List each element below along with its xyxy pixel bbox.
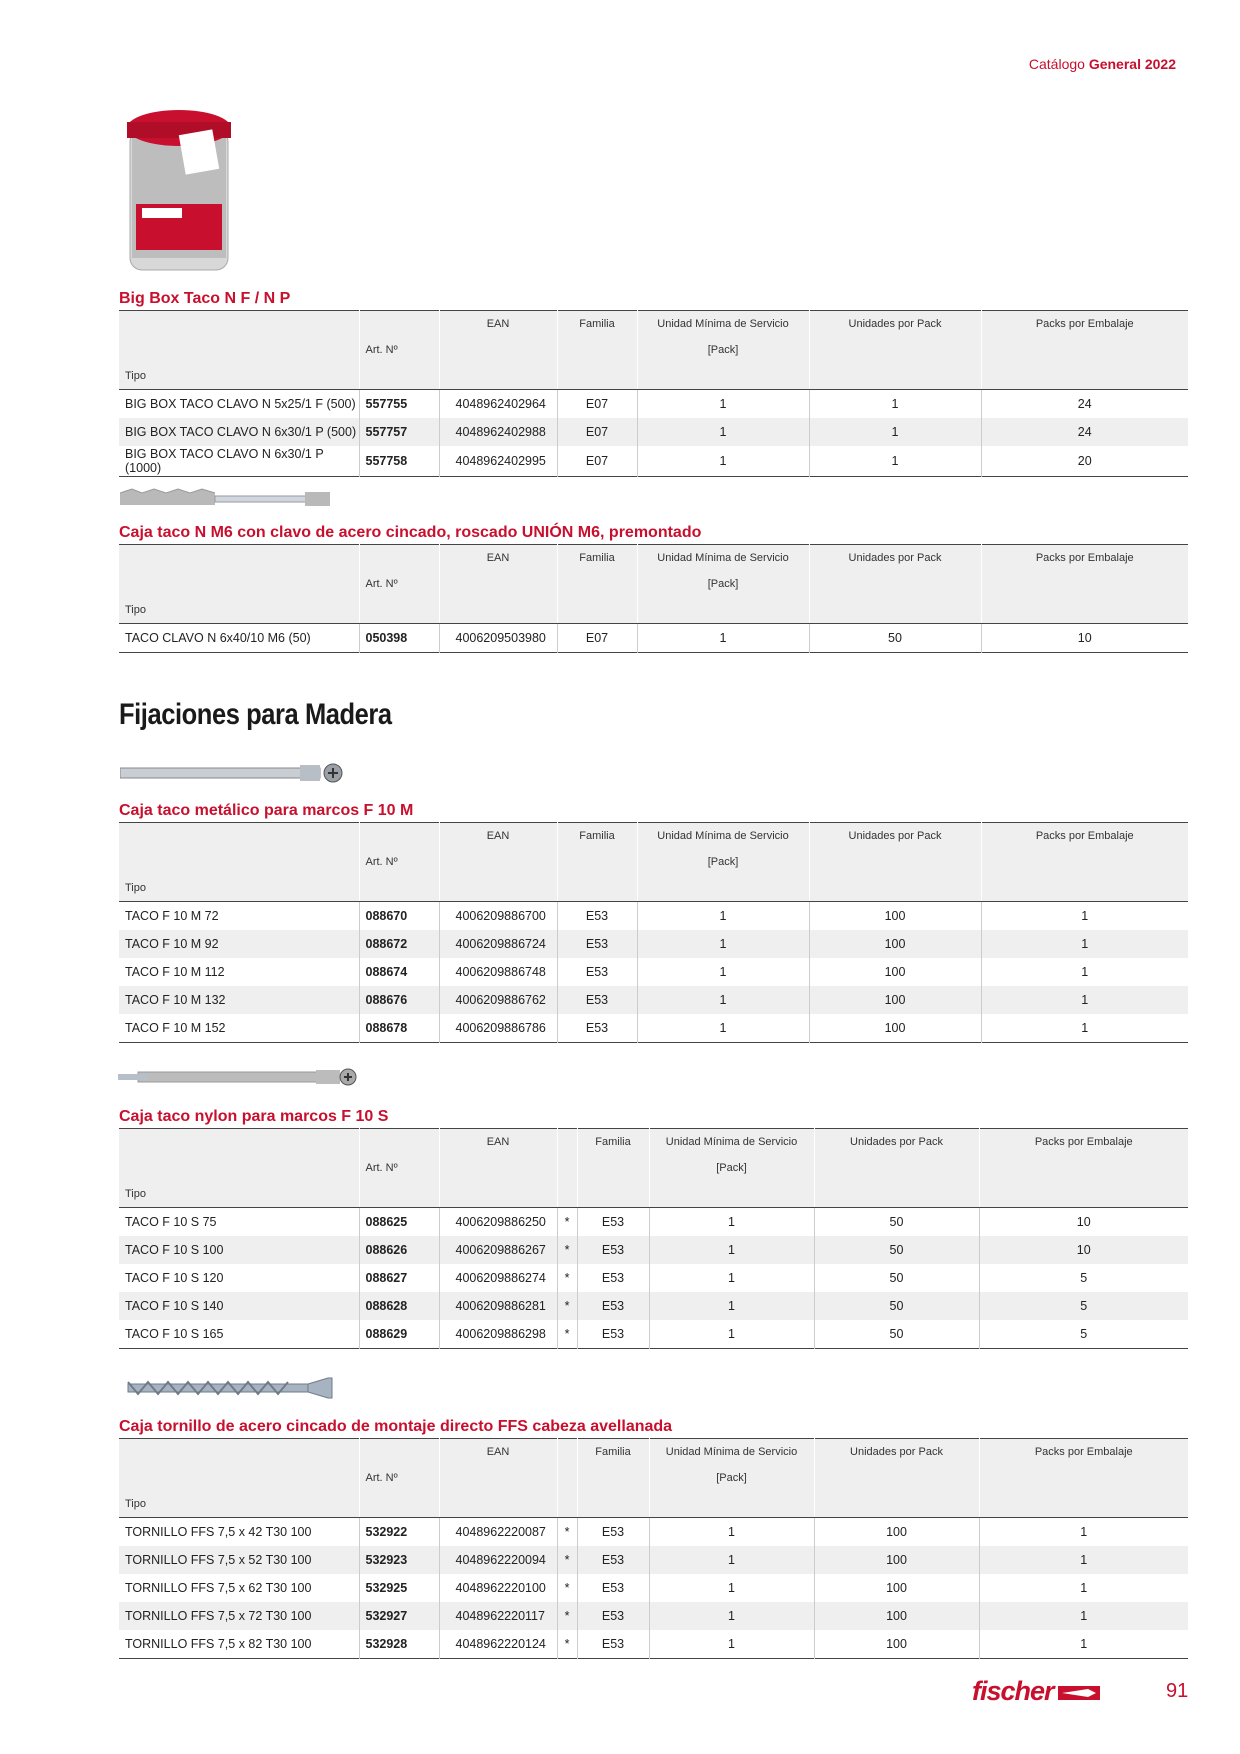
cell-art: 532927	[359, 1602, 439, 1630]
cell-ppe: 1	[979, 1546, 1188, 1574]
table-row	[119, 1630, 1188, 1659]
cell-upp: 50	[809, 624, 981, 653]
col-art: Art. Nº	[359, 337, 439, 363]
cell-unidad: 1	[637, 930, 809, 958]
cell-ean: 4006209886250	[439, 1208, 557, 1237]
cell-tipo: TORNILLO FFS 7,5 x 82 T30 100	[125, 1637, 312, 1651]
cell-art: 532925	[359, 1574, 439, 1602]
col-tipo: Tipo	[119, 1181, 359, 1208]
cell-ppe: 10	[981, 624, 1188, 653]
col-ppe: Packs por Embalaje	[979, 1129, 1188, 1156]
product-table	[119, 822, 1188, 1043]
cell-upp: 100	[814, 1630, 979, 1659]
cell-tipo: TACO F 10 M 132	[119, 986, 359, 1014]
cell-ppe: 24	[981, 390, 1188, 419]
cell-tipo: TORNILLO FFS 7,5 x 62 T30 100	[125, 1581, 312, 1595]
cell-tipo: TACO F 10 S 165	[125, 1327, 224, 1341]
cell-familia: E53	[577, 1264, 649, 1292]
col-upp: Unidades por Pack	[809, 823, 981, 850]
f10m-image	[120, 762, 346, 784]
cell-star: *	[557, 1208, 577, 1237]
col-ean: EAN	[439, 1129, 557, 1156]
cell-familia: E07	[557, 446, 637, 477]
col-pack: [Pack]	[637, 337, 809, 363]
col-unidad: Unidad Mínima de Servicio	[637, 823, 809, 850]
cell-upp: 50	[814, 1292, 979, 1320]
cell-familia: E53	[557, 930, 637, 958]
cell-ppe: 10	[979, 1208, 1188, 1237]
cell-ean: 4006209886298	[439, 1320, 557, 1349]
col-ean: EAN	[439, 311, 557, 338]
cell-familia: E53	[577, 1546, 649, 1574]
col-pack: [Pack]	[649, 1465, 814, 1491]
section-title: Caja taco metálico para marcos F 10 M	[119, 802, 414, 819]
cell-ppe: 1	[979, 1630, 1188, 1659]
cell-ppe: 20	[981, 446, 1188, 477]
cell-unidad: 1	[649, 1320, 814, 1349]
col-ean: EAN	[439, 545, 557, 572]
cell-tipo: TORNILLO FFS 7,5 x 42 T30 100	[125, 1525, 312, 1539]
cell-tipo: TACO F 10 M 92	[119, 930, 359, 958]
cell-upp: 100	[809, 902, 981, 931]
col-ppe: Packs por Embalaje	[981, 311, 1188, 338]
col-art: Art. Nº	[359, 1155, 439, 1181]
cell-unidad: 1	[649, 1574, 814, 1602]
col-familia: Familia	[557, 545, 637, 572]
cell-ean: 4048962220117	[439, 1602, 557, 1630]
cell-ean: 4006209886281	[439, 1292, 557, 1320]
cell-art: 532922	[359, 1518, 439, 1547]
cell-familia: E53	[557, 986, 637, 1014]
col-familia: Familia	[577, 1129, 649, 1156]
cell-art: 557755	[359, 390, 439, 419]
section-main-title: Fijaciones para Madera	[119, 698, 392, 731]
cell-art: 088678	[359, 1014, 439, 1043]
cell-star: *	[557, 1602, 577, 1630]
col-ppe: Packs por Embalaje	[981, 545, 1188, 572]
cell-star: *	[557, 1236, 577, 1264]
cell-tipo: TORNILLO FFS 7,5 x 52 T30 100	[119, 1546, 359, 1574]
cell-upp: 100	[814, 1574, 979, 1602]
product-section-big-box	[119, 288, 1188, 477]
col-pack: [Pack]	[649, 1155, 814, 1181]
cell-upp: 100	[814, 1602, 979, 1630]
cell-ppe: 1	[981, 986, 1188, 1014]
col-familia: Familia	[577, 1439, 649, 1466]
cell-ean: 4006209886748	[439, 958, 557, 986]
table-row	[119, 902, 1188, 931]
cell-unidad: 1	[637, 986, 809, 1014]
cell-unidad: 1	[637, 390, 809, 419]
table-row	[119, 986, 1188, 1014]
cell-art: 088625	[359, 1208, 439, 1237]
col-familia: Familia	[557, 311, 637, 338]
cell-ppe: 5	[979, 1292, 1188, 1320]
cell-tipo: TACO F 10 M 152	[125, 1021, 226, 1035]
table-row	[119, 1208, 1188, 1237]
cell-unidad: 1	[649, 1602, 814, 1630]
cell-upp: 100	[814, 1546, 979, 1574]
cell-tipo: TACO F 10 M 72	[125, 909, 219, 923]
col-upp: Unidades por Pack	[809, 311, 981, 338]
cell-star: *	[557, 1574, 577, 1602]
table-row	[119, 1574, 1188, 1602]
cell-familia: E07	[557, 624, 637, 653]
cell-unidad: 1	[637, 446, 809, 477]
section-title: Caja taco N M6 con clavo de acero cincado, roscado UNIÓN M6, premontado	[119, 524, 702, 541]
cell-unidad: 1	[637, 902, 809, 931]
table-row	[119, 930, 1188, 958]
cell-art: 557757	[359, 418, 439, 446]
cell-ppe: 1	[981, 1014, 1188, 1043]
section-title: Big Box Taco N F / N P	[119, 290, 291, 307]
cell-ean: 4006209503980	[439, 624, 557, 653]
cell-star: *	[557, 1546, 577, 1574]
cell-unidad: 1	[649, 1264, 814, 1292]
product-table	[119, 544, 1188, 653]
table-row	[119, 1518, 1188, 1547]
col-tipo: Tipo	[119, 597, 359, 624]
col-upp: Unidades por Pack	[814, 1439, 979, 1466]
col-upp: Unidades por Pack	[814, 1129, 979, 1156]
cell-tipo: BIG BOX TACO CLAVO N 6x30/1 P (500)	[119, 418, 359, 446]
col-art: Art. Nº	[359, 849, 439, 875]
product-section-f10m	[119, 800, 1188, 1043]
catalog-header: Catálogo General 2022	[1028, 56, 1176, 72]
cell-unidad: 1	[637, 958, 809, 986]
col-pack: [Pack]	[637, 571, 809, 597]
product-section-taco-n-m6	[119, 522, 1188, 653]
section-title: Caja taco nylon para marcos F 10 S	[119, 1108, 389, 1125]
cell-unidad: 1	[637, 1014, 809, 1043]
table-row	[119, 1014, 1188, 1043]
col-pack: [Pack]	[637, 849, 809, 875]
cell-ean: 4048962402964	[439, 390, 557, 419]
cell-star: *	[557, 1630, 577, 1659]
cell-star: *	[557, 1264, 577, 1292]
cell-upp: 100	[809, 1014, 981, 1043]
cell-art: 557758	[359, 446, 439, 477]
col-tipo: Tipo	[119, 1491, 359, 1518]
cell-ppe: 1	[981, 930, 1188, 958]
cell-upp: 1	[809, 418, 981, 446]
cell-familia: E53	[577, 1292, 649, 1320]
cell-ean: 4048962402988	[439, 418, 557, 446]
cell-ppe: 1	[979, 1518, 1188, 1547]
cell-ean: 4048962220094	[439, 1546, 557, 1574]
cell-star: *	[557, 1518, 577, 1547]
cell-ppe: 1	[979, 1602, 1188, 1630]
cell-ppe: 1	[979, 1574, 1188, 1602]
cell-unidad: 1	[649, 1630, 814, 1659]
product-table	[119, 1438, 1188, 1659]
col-ean: EAN	[439, 823, 557, 850]
cell-star: *	[557, 1292, 577, 1320]
fischer-logo: fischer	[972, 1676, 1100, 1707]
cell-tipo: TACO F 10 S 140	[119, 1292, 359, 1320]
table-row	[119, 624, 1188, 653]
table-row	[119, 390, 1188, 419]
cell-familia: E53	[577, 1630, 649, 1659]
cell-upp: 50	[814, 1264, 979, 1292]
cell-unidad: 1	[649, 1236, 814, 1264]
cell-art: 088626	[359, 1236, 439, 1264]
col-art: Art. Nº	[359, 571, 439, 597]
product-table	[119, 1128, 1188, 1349]
cell-familia: E53	[577, 1208, 649, 1237]
cell-ppe: 1	[981, 958, 1188, 986]
table-row	[119, 1546, 1188, 1574]
table-row	[119, 418, 1188, 446]
cell-art: 088628	[359, 1292, 439, 1320]
cell-ppe: 24	[981, 418, 1188, 446]
cell-familia: E53	[577, 1518, 649, 1547]
col-unidad: Unidad Mínima de Servicio	[649, 1439, 814, 1466]
col-ppe: Packs por Embalaje	[979, 1439, 1188, 1466]
cell-art: 088670	[359, 902, 439, 931]
cell-art: 532923	[359, 1546, 439, 1574]
table-row	[119, 1264, 1188, 1292]
cell-familia: E07	[557, 418, 637, 446]
fischer-logo-mark	[1058, 1684, 1100, 1702]
col-tipo: Tipo	[119, 363, 359, 390]
cell-unidad: 1	[637, 624, 809, 653]
cell-star: *	[557, 1320, 577, 1349]
cell-art: 050398	[359, 624, 439, 653]
cell-familia: E53	[557, 958, 637, 986]
cell-ppe: 5	[979, 1264, 1188, 1292]
col-familia: Familia	[557, 823, 637, 850]
cell-ean: 4006209886267	[439, 1236, 557, 1264]
table-row	[119, 1292, 1188, 1320]
cell-ean: 4048962220100	[439, 1574, 557, 1602]
section-title: Caja tornillo de acero cincado de montaje directo FFS cabeza avellanada	[119, 1418, 673, 1435]
col-unidad: Unidad Mínima de Servicio	[649, 1129, 814, 1156]
cell-unidad: 1	[649, 1208, 814, 1237]
cell-ean: 4006209886274	[439, 1264, 557, 1292]
cell-tipo: TACO F 10 M 112	[125, 965, 225, 979]
cell-ppe: 10	[979, 1236, 1188, 1264]
cell-art: 088674	[359, 958, 439, 986]
product-table	[119, 310, 1188, 477]
cell-unidad: 1	[649, 1546, 814, 1574]
table-row	[119, 446, 1188, 477]
col-unidad: Unidad Mínima de Servicio	[637, 311, 809, 338]
cell-familia: E53	[557, 1014, 637, 1043]
cell-art: 088676	[359, 986, 439, 1014]
cell-tipo: BIG BOX TACO CLAVO N 6x30/1 P (1000)	[125, 447, 324, 475]
cell-familia: E53	[577, 1602, 649, 1630]
product-section-ffs	[119, 1416, 1188, 1659]
cell-unidad: 1	[649, 1518, 814, 1547]
table-row	[119, 1320, 1188, 1349]
col-unidad: Unidad Mínima de Servicio	[637, 545, 809, 572]
cell-unidad: 1	[649, 1292, 814, 1320]
cell-unidad: 1	[637, 418, 809, 446]
col-ean: EAN	[439, 1439, 557, 1466]
cell-ean: 4048962220087	[439, 1518, 557, 1547]
col-upp: Unidades por Pack	[809, 545, 981, 572]
f10s-image	[118, 1066, 358, 1088]
col-ppe: Packs por Embalaje	[981, 823, 1188, 850]
col-art: Art. Nº	[359, 1465, 439, 1491]
cell-tipo: TACO F 10 S 120	[125, 1271, 224, 1285]
cell-ppe: 5	[979, 1320, 1188, 1349]
cell-familia: E07	[557, 390, 637, 419]
cell-upp: 50	[814, 1320, 979, 1349]
cell-ean: 4048962220124	[439, 1630, 557, 1659]
table-row	[119, 958, 1188, 986]
cell-tipo: TACO CLAVO N 6x40/10 M6 (50)	[125, 631, 311, 645]
big-box-jar-image	[122, 108, 236, 278]
cell-ean: 4006209886700	[439, 902, 557, 931]
cell-ean: 4048962402995	[439, 446, 557, 477]
cell-upp: 50	[814, 1208, 979, 1237]
cell-ean: 4006209886762	[439, 986, 557, 1014]
cell-familia: E53	[557, 902, 637, 931]
cell-art: 088627	[359, 1264, 439, 1292]
cell-upp: 100	[809, 930, 981, 958]
cell-upp: 100	[814, 1518, 979, 1547]
cell-familia: E53	[577, 1574, 649, 1602]
cell-familia: E53	[577, 1320, 649, 1349]
cell-ean: 4006209886724	[439, 930, 557, 958]
cell-ean: 4006209886786	[439, 1014, 557, 1043]
cell-tipo: TORNILLO FFS 7,5 x 72 T30 100	[119, 1602, 359, 1630]
cell-tipo: TACO F 10 S 75	[125, 1215, 217, 1229]
cell-art: 088629	[359, 1320, 439, 1349]
cell-familia: E53	[577, 1236, 649, 1264]
col-tipo: Tipo	[119, 875, 359, 902]
ffs-screw-image	[118, 1376, 334, 1400]
cell-tipo: BIG BOX TACO CLAVO N 5x25/1 F (500)	[125, 397, 356, 411]
table-row	[119, 1602, 1188, 1630]
table-row	[119, 1236, 1188, 1264]
page-number: 91	[1166, 1680, 1189, 1702]
product-section-f10s	[119, 1106, 1188, 1349]
cell-ppe: 1	[981, 902, 1188, 931]
taco-n-m6-image	[120, 488, 332, 510]
cell-upp: 1	[809, 390, 981, 419]
cell-upp: 50	[814, 1236, 979, 1264]
cell-art: 532928	[359, 1630, 439, 1659]
cell-art: 088672	[359, 930, 439, 958]
cell-upp: 100	[809, 986, 981, 1014]
cell-upp: 100	[809, 958, 981, 986]
cell-upp: 1	[809, 446, 981, 477]
cell-tipo: TACO F 10 S 100	[119, 1236, 359, 1264]
